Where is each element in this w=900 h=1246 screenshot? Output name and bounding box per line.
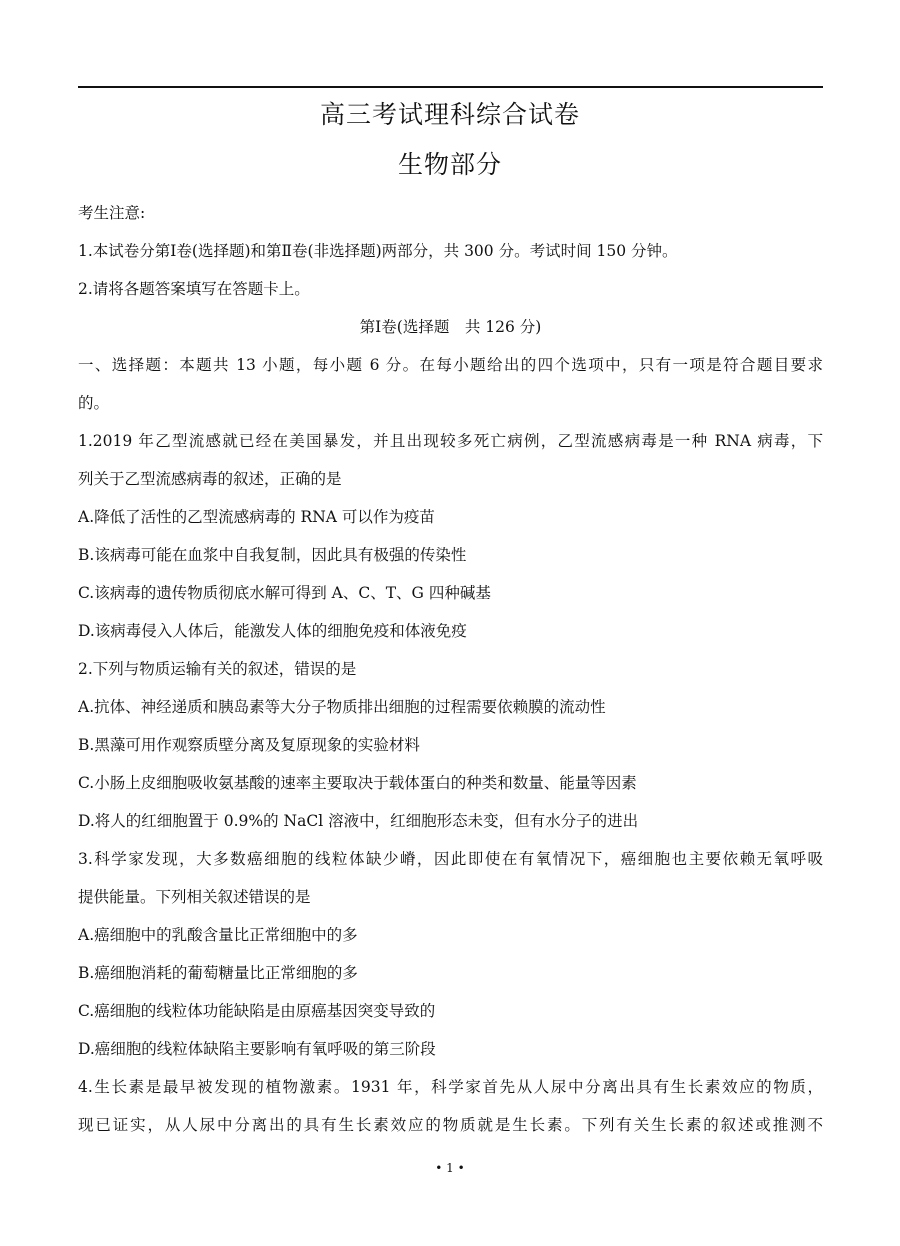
exam-content: [78, 194, 823, 1144]
question-3-option-c: C.癌细胞的线粒体功能缺陷是由原癌基因突变导致的: [78, 1002, 436, 1020]
question-1-option-d: D.该病毒侵入人体后，能激发人体的细胞免疫和体液免疫: [78, 622, 467, 640]
question-3-option-d: D.癌细胞的线粒体缺陷主要影响有氧呼吸的第三阶段: [78, 1040, 436, 1058]
notice-item-1: 1.本试卷分第Ⅰ卷(选择题)和第Ⅱ卷(非选择题)两部分，共 300 分。考试时间 150 分钟。: [78, 242, 678, 260]
question-3-stem-line-2: 提供能量。下列相关叙述错误的是: [78, 888, 311, 906]
question-1-stem-line-1: 1.2019 年乙型流感就已经在美国暴发，并且出现较多死亡病例，乙型流感病毒是一种 RNA 病毒，下: [78, 432, 823, 450]
question-1-option-c: C.该病毒的遗传物质彻底水解可得到 A、C、T、G 四种碱基: [78, 584, 491, 602]
question-3-option-a: A.癌细胞中的乳酸含量比正常细胞中的多: [78, 926, 358, 944]
section-instruction-line-1: 一、选择题：本题共 13 小题，每小题 6 分。在每小题给出的四个选项中，只有一项是符合题目要求: [78, 356, 823, 374]
question-3-stem-line-1: 3.科学家发现，大多数癌细胞的线粒体缺少嵴，因此即使在有氧情况下，癌细胞也主要依赖无氧呼吸: [78, 850, 823, 868]
question-1-stem-line-2: 列关于乙型流感病毒的叙述，正确的是: [78, 470, 342, 488]
question-4-stem-line-2: 现已证实，从人尿中分离出的具有生长素效应的物质就是生长素。下列有关生长素的叙述或推测不: [78, 1116, 823, 1134]
question-2-stem-line-1: 2.下列与物质运输有关的叙述，错误的是: [78, 660, 357, 678]
question-2-option-a: A.抗体、神经递质和胰岛素等大分子物质排出细胞的过程需要依赖膜的流动性: [78, 698, 606, 716]
page-number: • 1 •: [435, 1161, 465, 1175]
section-instruction-line-2: 的。: [78, 394, 110, 412]
question-1-option-b: B.该病毒可能在血浆中自我复制，因此具有极强的传染性: [78, 546, 467, 564]
question-3-option-b: B.癌细胞消耗的葡萄糖量比正常细胞的多: [78, 964, 358, 982]
header-rule: [78, 86, 823, 88]
question-2-option-b: B.黑藻可用作观察质壁分离及复原现象的实验材料: [78, 736, 420, 754]
question-2-option-d: D.将人的红细胞置于 0.9%的 NaCl 溶液中，红细胞形态未变，但有水分子的进出: [78, 812, 639, 830]
exam-title: 高三考试理科综合试卷: [319, 100, 580, 129]
question-2-option-c: C.小肠上皮细胞吸收氨基酸的速率主要取决于载体蛋白的种类和数量、能量等因素: [78, 774, 637, 792]
notice-heading: 考生注意:: [78, 204, 146, 222]
section-header: 第Ⅰ卷(选择题 共 126 分): [359, 318, 542, 336]
subject-title: 生物部分: [397, 150, 502, 179]
question-1-option-a: A.降低了活性的乙型流感病毒的 RNA 可以作为疫苗: [78, 508, 435, 526]
notice-item-2: 2.请将各题答案填写在答题卡上。: [78, 280, 310, 298]
question-4-stem-line-1: 4.生长素是最早被发现的植物激素。1931 年，科学家首先从人尿中分离出具有生长素效应的物质，: [78, 1078, 823, 1096]
